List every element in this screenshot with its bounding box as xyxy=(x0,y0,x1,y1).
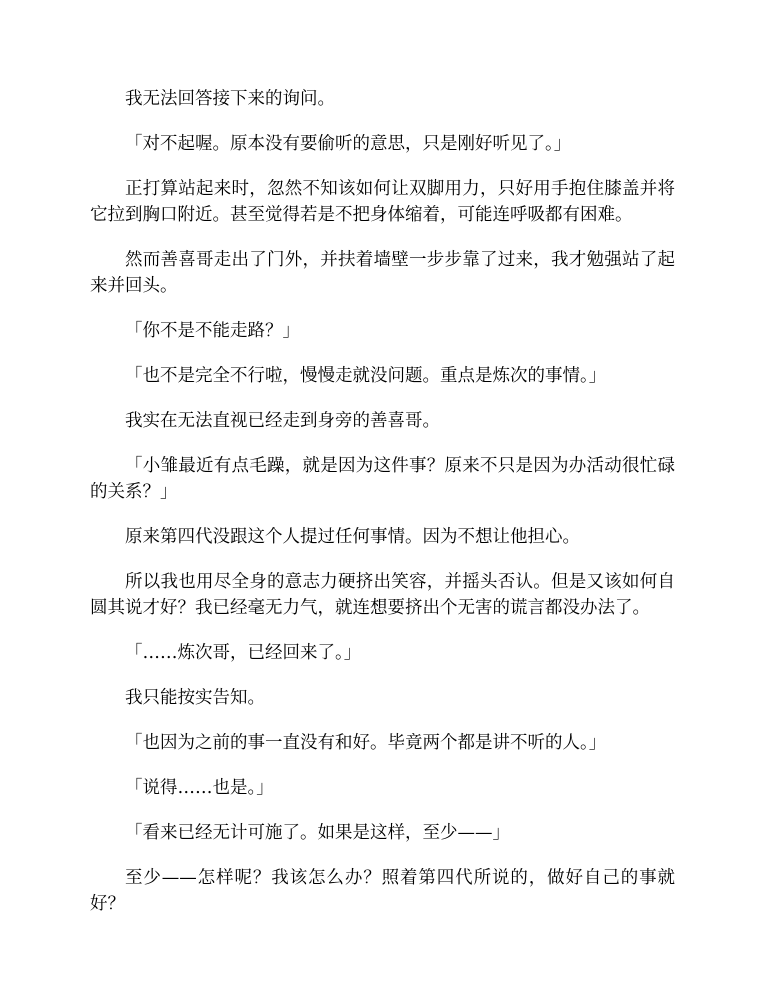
paragraph: 「……炼次哥，已经回来了。」 xyxy=(125,643,362,663)
paragraph: 至少——怎样呢？我该怎么办？照着第四代所说的，做好自己的事就好？ xyxy=(90,868,675,914)
paragraph: 正打算站起来时，忽然不知该如何让双脚用力，只好用手抱住膝盖并将它拉到胸口附近。甚至觉得若是不把身体缩着，可能连呼吸都有困难。 xyxy=(90,179,675,225)
paragraph: 我实在无法直视已经走到身旁的善喜哥。 xyxy=(125,411,440,431)
paragraph: 「你不是不能走路？」 xyxy=(125,321,300,341)
paragraph: 「对不起喔。原本没有要偷听的意思，只是刚好听见了。」 xyxy=(125,134,572,154)
paragraph: 「看来已经无计可施了。如果是这样，至少——」 xyxy=(125,823,510,843)
paragraph: 「说得……也是。」 xyxy=(125,778,274,798)
paragraph: 原来第四代没跟这个人提过任何事情。因为不想让他担心。 xyxy=(125,527,580,547)
paragraph: 「小雏最近有点毛躁，就是因为这件事？原来不只是因为办活动很忙碌的关系？」 xyxy=(90,456,675,502)
book-page xyxy=(90,86,675,936)
paragraph: 所以我也用尽全身的意志力硬挤出笑容，并摇头否认。但是又该如何自圆其说才好？我已经毫无力气，就连想要挤出个无害的谎言都没办法了。 xyxy=(90,572,675,618)
paragraph: 我无法回答接下来的询问。 xyxy=(125,89,335,109)
paragraph: 然而善喜哥走出了门外，并扶着墙壁一步步靠了过来，我才勉强站了起来并回头。 xyxy=(90,250,675,296)
paragraph: 「也不是完全不行啦，慢慢走就没问题。重点是炼次的事情。」 xyxy=(125,366,607,386)
paragraph: 我只能按实告知。 xyxy=(125,688,265,708)
paragraph: 「也因为之前的事一直没有和好。毕竟两个都是讲不听的人。」 xyxy=(125,733,607,753)
